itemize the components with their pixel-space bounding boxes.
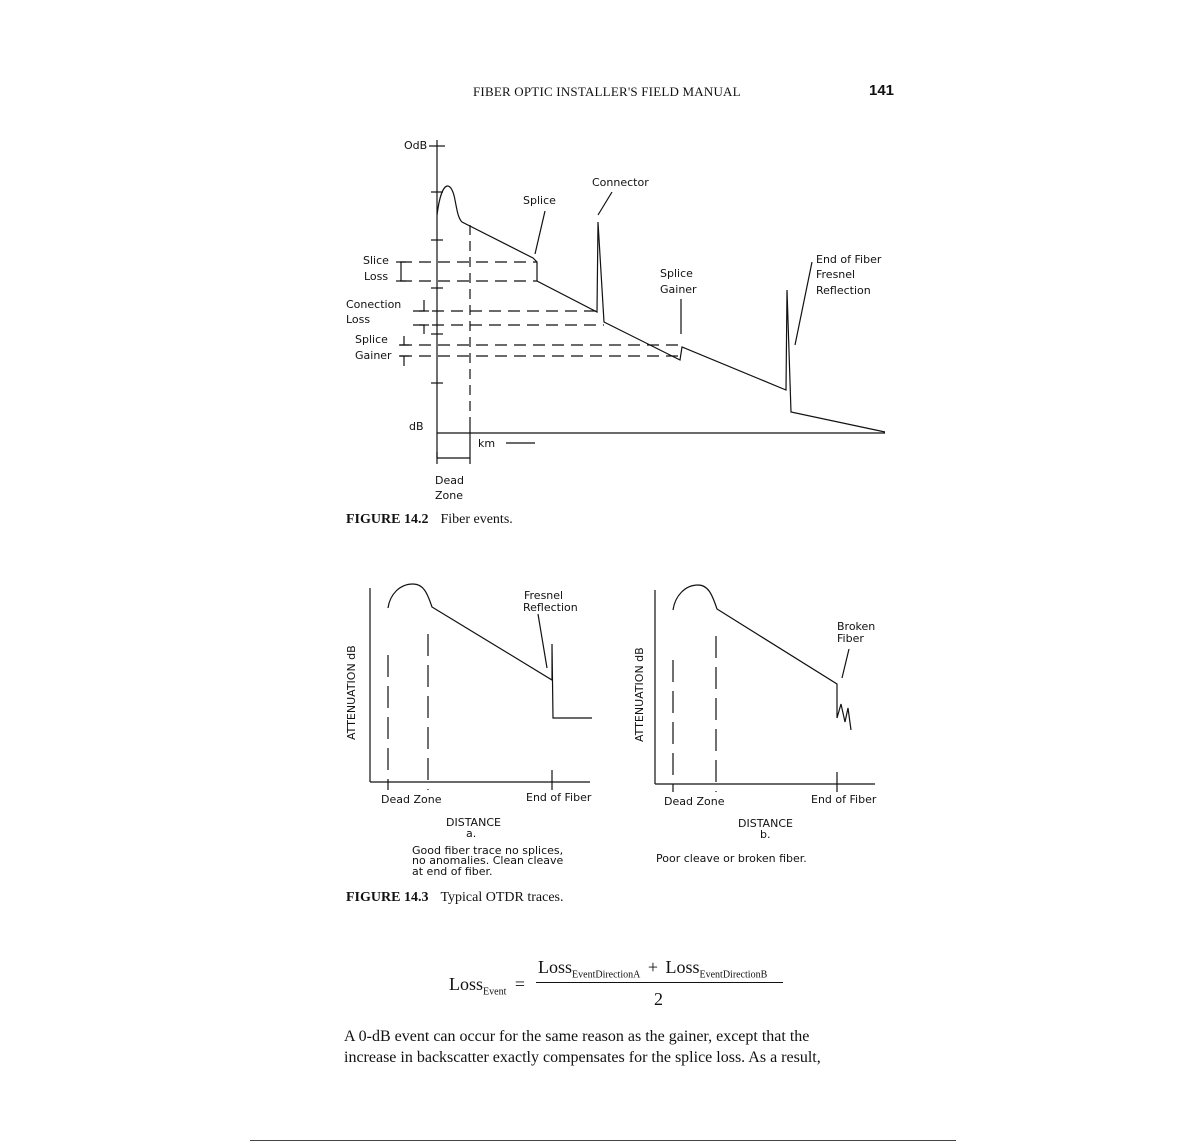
equation-fraction-bar bbox=[536, 982, 783, 983]
equation-plus: + bbox=[647, 957, 658, 977]
equation-num-b: Loss bbox=[665, 957, 700, 977]
splice-gainer-label-1: Splice bbox=[660, 267, 693, 280]
panel-b-y-axis-label: ATTENUATION dB bbox=[633, 647, 646, 742]
figure-14-2-caption-label: FIGURE 14.2 bbox=[346, 512, 429, 527]
body-line-2: increase in backscatter exactly compensates for the splice loss. As a result, bbox=[344, 1049, 821, 1066]
panel-b-fiber-label: Fiber bbox=[837, 632, 864, 645]
slice-label: Slice bbox=[363, 254, 389, 267]
fresnel-label: Fresnel bbox=[816, 268, 856, 281]
equation-denominator: 2 bbox=[654, 989, 663, 1009]
panel-a-desc-2: no anomalies. Clean cleave bbox=[412, 854, 564, 867]
dead-label: Dead bbox=[435, 474, 464, 487]
panel-a-desc-3: at end of fiber. bbox=[412, 865, 493, 878]
splice-label: Splice bbox=[523, 194, 556, 207]
equation-num-a: Loss bbox=[538, 957, 573, 977]
equation-lhs bbox=[449, 974, 525, 998]
end-of-fiber-label: End of Fiber bbox=[816, 253, 882, 266]
equation-num-a-sub: EventDirectionA bbox=[572, 969, 641, 981]
figure-14-3-caption-text: Typical OTDR traces. bbox=[440, 890, 564, 905]
page-number: 141 bbox=[869, 82, 895, 99]
figure-14-3-caption-label: FIGURE 14.3 bbox=[346, 890, 429, 905]
left-splice-label: Splice bbox=[355, 333, 388, 346]
zero-db-label: OdB bbox=[404, 139, 428, 152]
equation-lhs-loss: Loss bbox=[449, 974, 484, 994]
zone-label: Zone bbox=[435, 489, 464, 502]
reflection-label: Reflection bbox=[816, 284, 871, 297]
panel-b-dead-zone-label: Dead Zone bbox=[664, 795, 725, 808]
panel-a-distance-label: DISTANCE bbox=[446, 816, 501, 829]
equation-equals: = bbox=[514, 974, 525, 994]
panel-a-desc-1: Good fiber trace no splices, bbox=[412, 844, 564, 857]
equation-numerator bbox=[538, 957, 767, 981]
connector-label: Connector bbox=[592, 176, 649, 189]
panel-b-desc: Poor cleave or broken fiber. bbox=[656, 852, 807, 865]
db-label: dB bbox=[409, 420, 424, 433]
connection-loss-label: Loss bbox=[346, 313, 371, 326]
figure-14-2-caption-text: Fiber events. bbox=[440, 512, 513, 527]
splice-gainer-label-2: Gainer bbox=[660, 283, 697, 296]
panel-b-broken-label: Broken bbox=[837, 620, 876, 633]
km-label: km bbox=[478, 437, 496, 450]
running-title: FIBER OPTIC INSTALLER'S FIELD MANUAL bbox=[473, 84, 741, 99]
equation-lhs-sub: Event bbox=[483, 986, 507, 998]
body-line-1: A 0-dB event can occur for the same reason as the gainer, except that the bbox=[344, 1028, 810, 1045]
page-bottom-rule bbox=[250, 1140, 956, 1141]
slice-loss-label: Loss bbox=[364, 270, 389, 283]
panel-b-distance-label: DISTANCE bbox=[738, 817, 793, 830]
panel-a-dead-zone-label: Dead Zone bbox=[381, 793, 442, 806]
equation-num-b-sub: EventDirectionB bbox=[699, 969, 768, 981]
panel-a-fresnel-label: Fresnel bbox=[524, 589, 564, 602]
figure-14-3-caption bbox=[346, 890, 564, 906]
panel-a-letter: a. bbox=[466, 827, 477, 840]
connection-label: Conection bbox=[346, 298, 402, 311]
panel-a-end-of-fiber-label: End of Fiber bbox=[526, 791, 592, 804]
panel-a-reflection-label: Reflection bbox=[523, 601, 578, 614]
panel-a-y-axis-label: ATTENUATION dB bbox=[345, 645, 358, 740]
left-gainer-label: Gainer bbox=[355, 349, 392, 362]
panel-b-letter: b. bbox=[760, 828, 771, 841]
panel-b-end-of-fiber-label: End of Fiber bbox=[811, 793, 877, 806]
